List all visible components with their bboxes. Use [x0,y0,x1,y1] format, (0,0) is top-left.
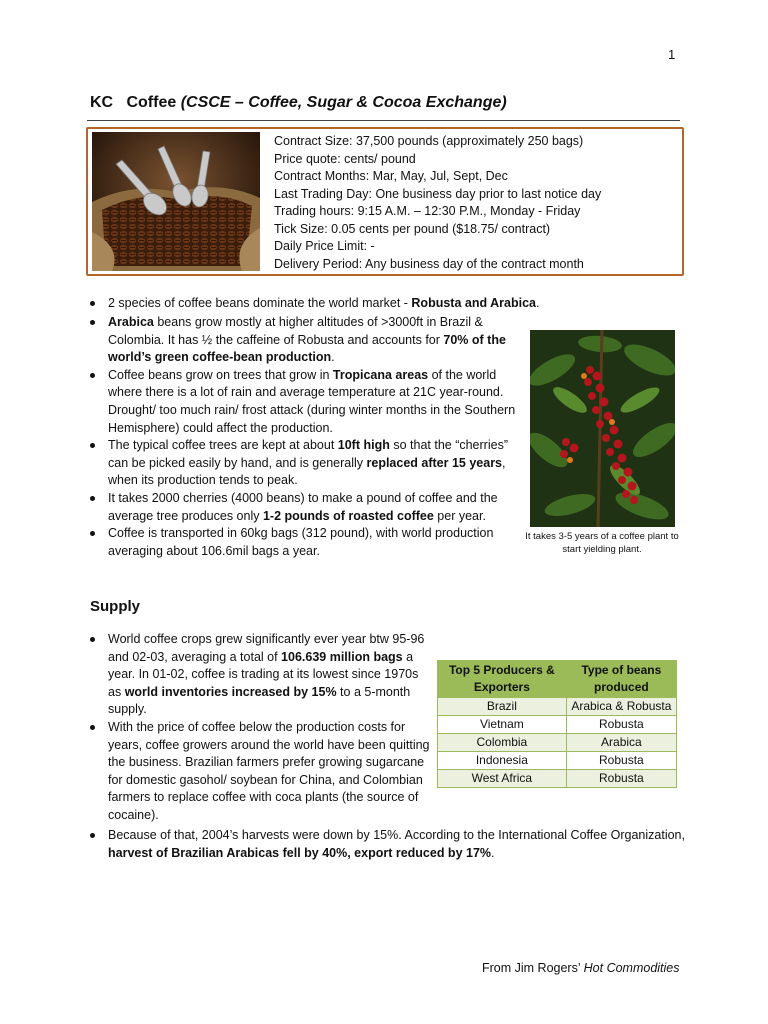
table-cell: Brazil [438,698,567,716]
table-row [438,716,677,734]
table-row [438,734,677,752]
spec-price-quote: Price quote: cents/ pound [274,151,416,166]
list-item: Arabica beans grow mostly at higher altitudes of >3000ft in Brazil & Colombia. It has ½ the caffeine of Robusta and accounts for 70% of the world’s green coffee-bean production. [86,314,516,367]
list-item: The typical coffee trees are kept at about 10ft high so that the “cherries” can be picked easily by hand, and is generally replaced after 15 years, when its production tends to peak. [86,437,516,490]
table-cell: Colombia [438,734,567,752]
table-cell: Arabica & Robusta [566,698,676,716]
table-cell: Robusta [566,716,676,734]
bullet-list-supply [86,631,431,825]
footer-book-title: Hot Commodities [583,961,680,975]
spec-last-trading-day: Last Trading Day: One business day prior to last notice day [274,186,602,201]
table-cell: Indonesia [438,752,567,770]
spec-tick-size: Tick Size: 0.05 cents per pound ($18.75/ contract) [274,221,551,236]
title-divider [87,120,680,121]
list-item: Coffee beans grow on trees that grow in Tropicana areas of the world where there is a lot of rain and average temperature at 21C year-round. Drought/ too much rain/ frost attack (during winter months in the Southern Hemisphere) could affect the production. [86,367,516,437]
list-item: Coffee is transported in 60kg bags (312 pound), with world production averaging about 106.6mil bags a year. [86,525,516,560]
bullet-list-top-wide [86,295,686,313]
coffee-beans-image [92,132,260,271]
table-cell: Arabica [566,734,676,752]
list-item: It takes 2000 cherries (4000 beans) to make a pound of coffee and the average tree produces only 1-2 pounds of roasted coffee per year. [86,490,516,525]
table-cell: Robusta [566,770,676,788]
contract-spec-box [86,127,684,276]
producers-table [437,660,677,788]
bullet-list-top [86,314,516,560]
bullet-list-bottom [86,827,686,862]
spec-delivery-period: Delivery Period: Any business day of the contract month [274,256,584,271]
column-header: Top 5 Producers & Exporters [438,661,567,698]
list-item: With the price of coffee below the production costs for years, coffee growers around the world have been quitting the business. Brazilian farmers prefer growing sugarcane for domestic gasohol/ soybean for China, and Colombian farmers to replace coffee with coca plants (the source of cocaine). [86,719,431,825]
table-header-row [438,661,677,698]
table-row [438,752,677,770]
exchange-name: (CSCE – Coffee, Sugar & Cocoa Exchange) [180,94,507,111]
list-item: Because of that, 2004’s harvests were down by 15%. According to the International Coffee Organization, harvest of Brazilian Arabicas fell by 40%, export reduced by 17%. [86,827,686,862]
page-title [90,94,507,112]
table-row [438,698,677,716]
spec-daily-price-limit: Daily Price Limit: - [274,239,375,253]
source-footer [482,961,680,975]
contract-spec-list [274,133,601,273]
list-item: World coffee crops grew significantly ever year btw 95-96 and 02-03, averaging a total of 106.639 million bags a year. In 01-02, coffee is trading at its lowest since 1970s as world inventories increased by 15% to a 5-month supply. [86,631,431,719]
table-cell: Vietnam [438,716,567,734]
spec-contract-size: Contract Size: 37,500 pounds (approximately 250 bags) [274,134,584,148]
table-row [438,770,677,788]
list-item: 2 species of coffee beans dominate the world market - Robusta and Arabica. [86,295,686,313]
ticker: KC [90,94,114,111]
table-cell: Robusta [566,752,676,770]
table-cell: West Africa [438,770,567,788]
supply-heading: Supply [90,598,141,615]
page-number: 1 [668,47,676,62]
footer-prefix: From Jim Rogers’ [482,961,584,975]
column-header: Type of beans produced [566,661,676,698]
plant-image-caption: It takes 3-5 years of a coffee plant to start yielding plant. [525,531,679,555]
commodity-name: Coffee [126,94,177,111]
spec-contract-months: Contract Months: Mar, May, Jul, Sept, Dec [274,169,508,183]
coffee-plant-image [530,330,675,527]
spec-trading-hours: Trading hours: 9:15 A.M. – 12:30 P.M., Monday - Friday [274,204,581,218]
